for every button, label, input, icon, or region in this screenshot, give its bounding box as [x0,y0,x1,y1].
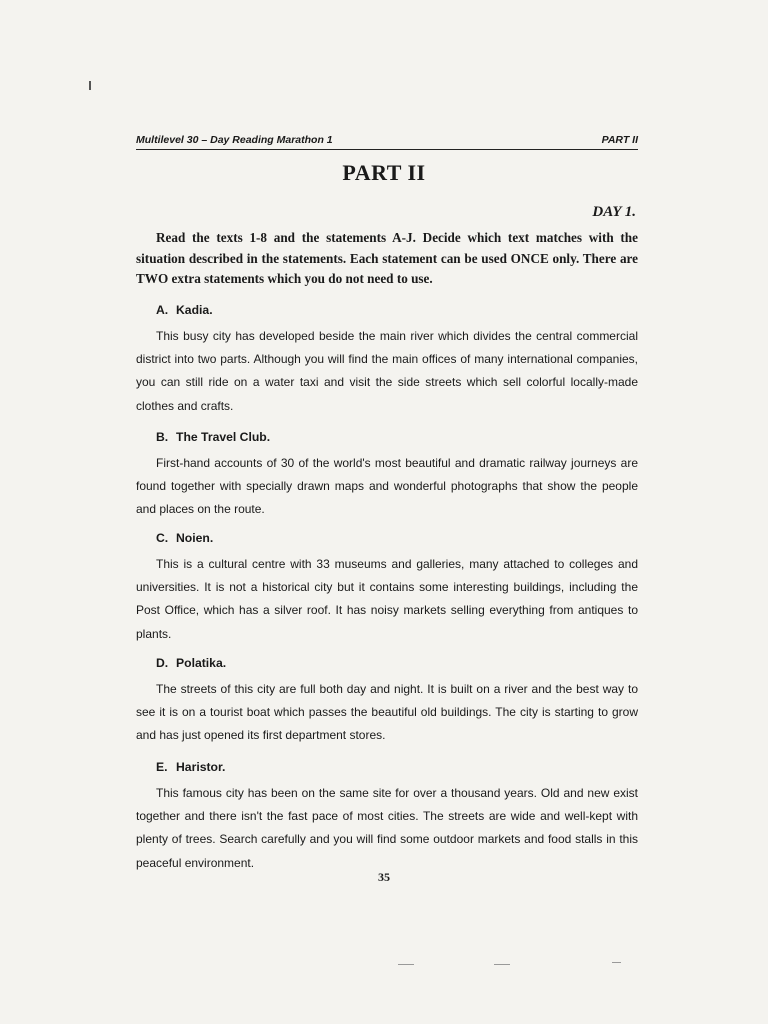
scan-mark [612,962,621,963]
scan-mark [398,964,414,965]
section-name: Noien. [176,531,214,545]
section-letter: D. [156,656,169,670]
section-heading [156,655,638,671]
section-c [136,530,638,646]
section-name: Polatika. [176,656,227,670]
section-name: Haristor. [176,760,226,774]
section-d [136,655,638,748]
page-title: PART II [342,160,426,185]
scan-mark [494,964,510,965]
section-heading [156,759,638,775]
instructions: Read the texts 1-8 and the statements A-J. Decide which text matches with the situation described in the statements. Each statement can be used ONCE only. There are TWO extra statements which you do not need to use. [136,230,638,286]
section-heading [156,429,638,445]
part-label: PART II [601,134,638,146]
section-text: This busy city has developed beside the main river which divides the central commercial district into two parts. Although you will find the main offices of many international companies, you can still ride on a water taxi and visit the side streets which sell colorful locally-made clothes and crafts. [136,329,638,413]
section-name: Kadia. [176,303,213,317]
section-text: First-hand accounts of 30 of the world's most beautiful and dramatic railway journeys are found together with specially drawn maps and wonderful photographs that show the people and places on the route. [136,456,638,517]
book-title: Multilevel 30 – Day Reading Marathon 1 [136,134,333,146]
day-label: DAY 1. [592,204,636,220]
section-heading [156,530,638,546]
section-text: This famous city has been on the same site for over a thousand years. Old and new exist together and there isn't the fast pace of most cities. The streets are wide and well-kept with plenty of trees. Search carefully and you will find some outdoor markets and food stalls in this peaceful environment. [136,786,638,870]
section-heading [156,302,638,318]
page-number: 35 [378,870,390,884]
section-text: This is a cultural centre with 33 museums and galleries, many attached to colleges and universities. It is not a historical city but it contains some interesting buildings, including the Post Office, which has a silver roof. It has noisy markets selling everything from antiques to plants. [136,557,638,641]
section-letter: C. [156,531,169,545]
section-b [136,429,638,522]
section-text: The streets of this city are full both day and night. It is built on a river and the best way to see it is on a tourist boat which passes the beautiful old buildings. The city is starting to grow and has just opened its first department stores. [136,682,638,743]
section-letter: E. [156,760,168,774]
scan-mark [89,81,91,90]
section-letter: B. [156,430,169,444]
section-name: The Travel Club. [176,430,271,444]
section-a [136,302,638,418]
section-letter: A. [156,303,169,317]
section-e [136,759,638,875]
running-header [136,134,638,150]
